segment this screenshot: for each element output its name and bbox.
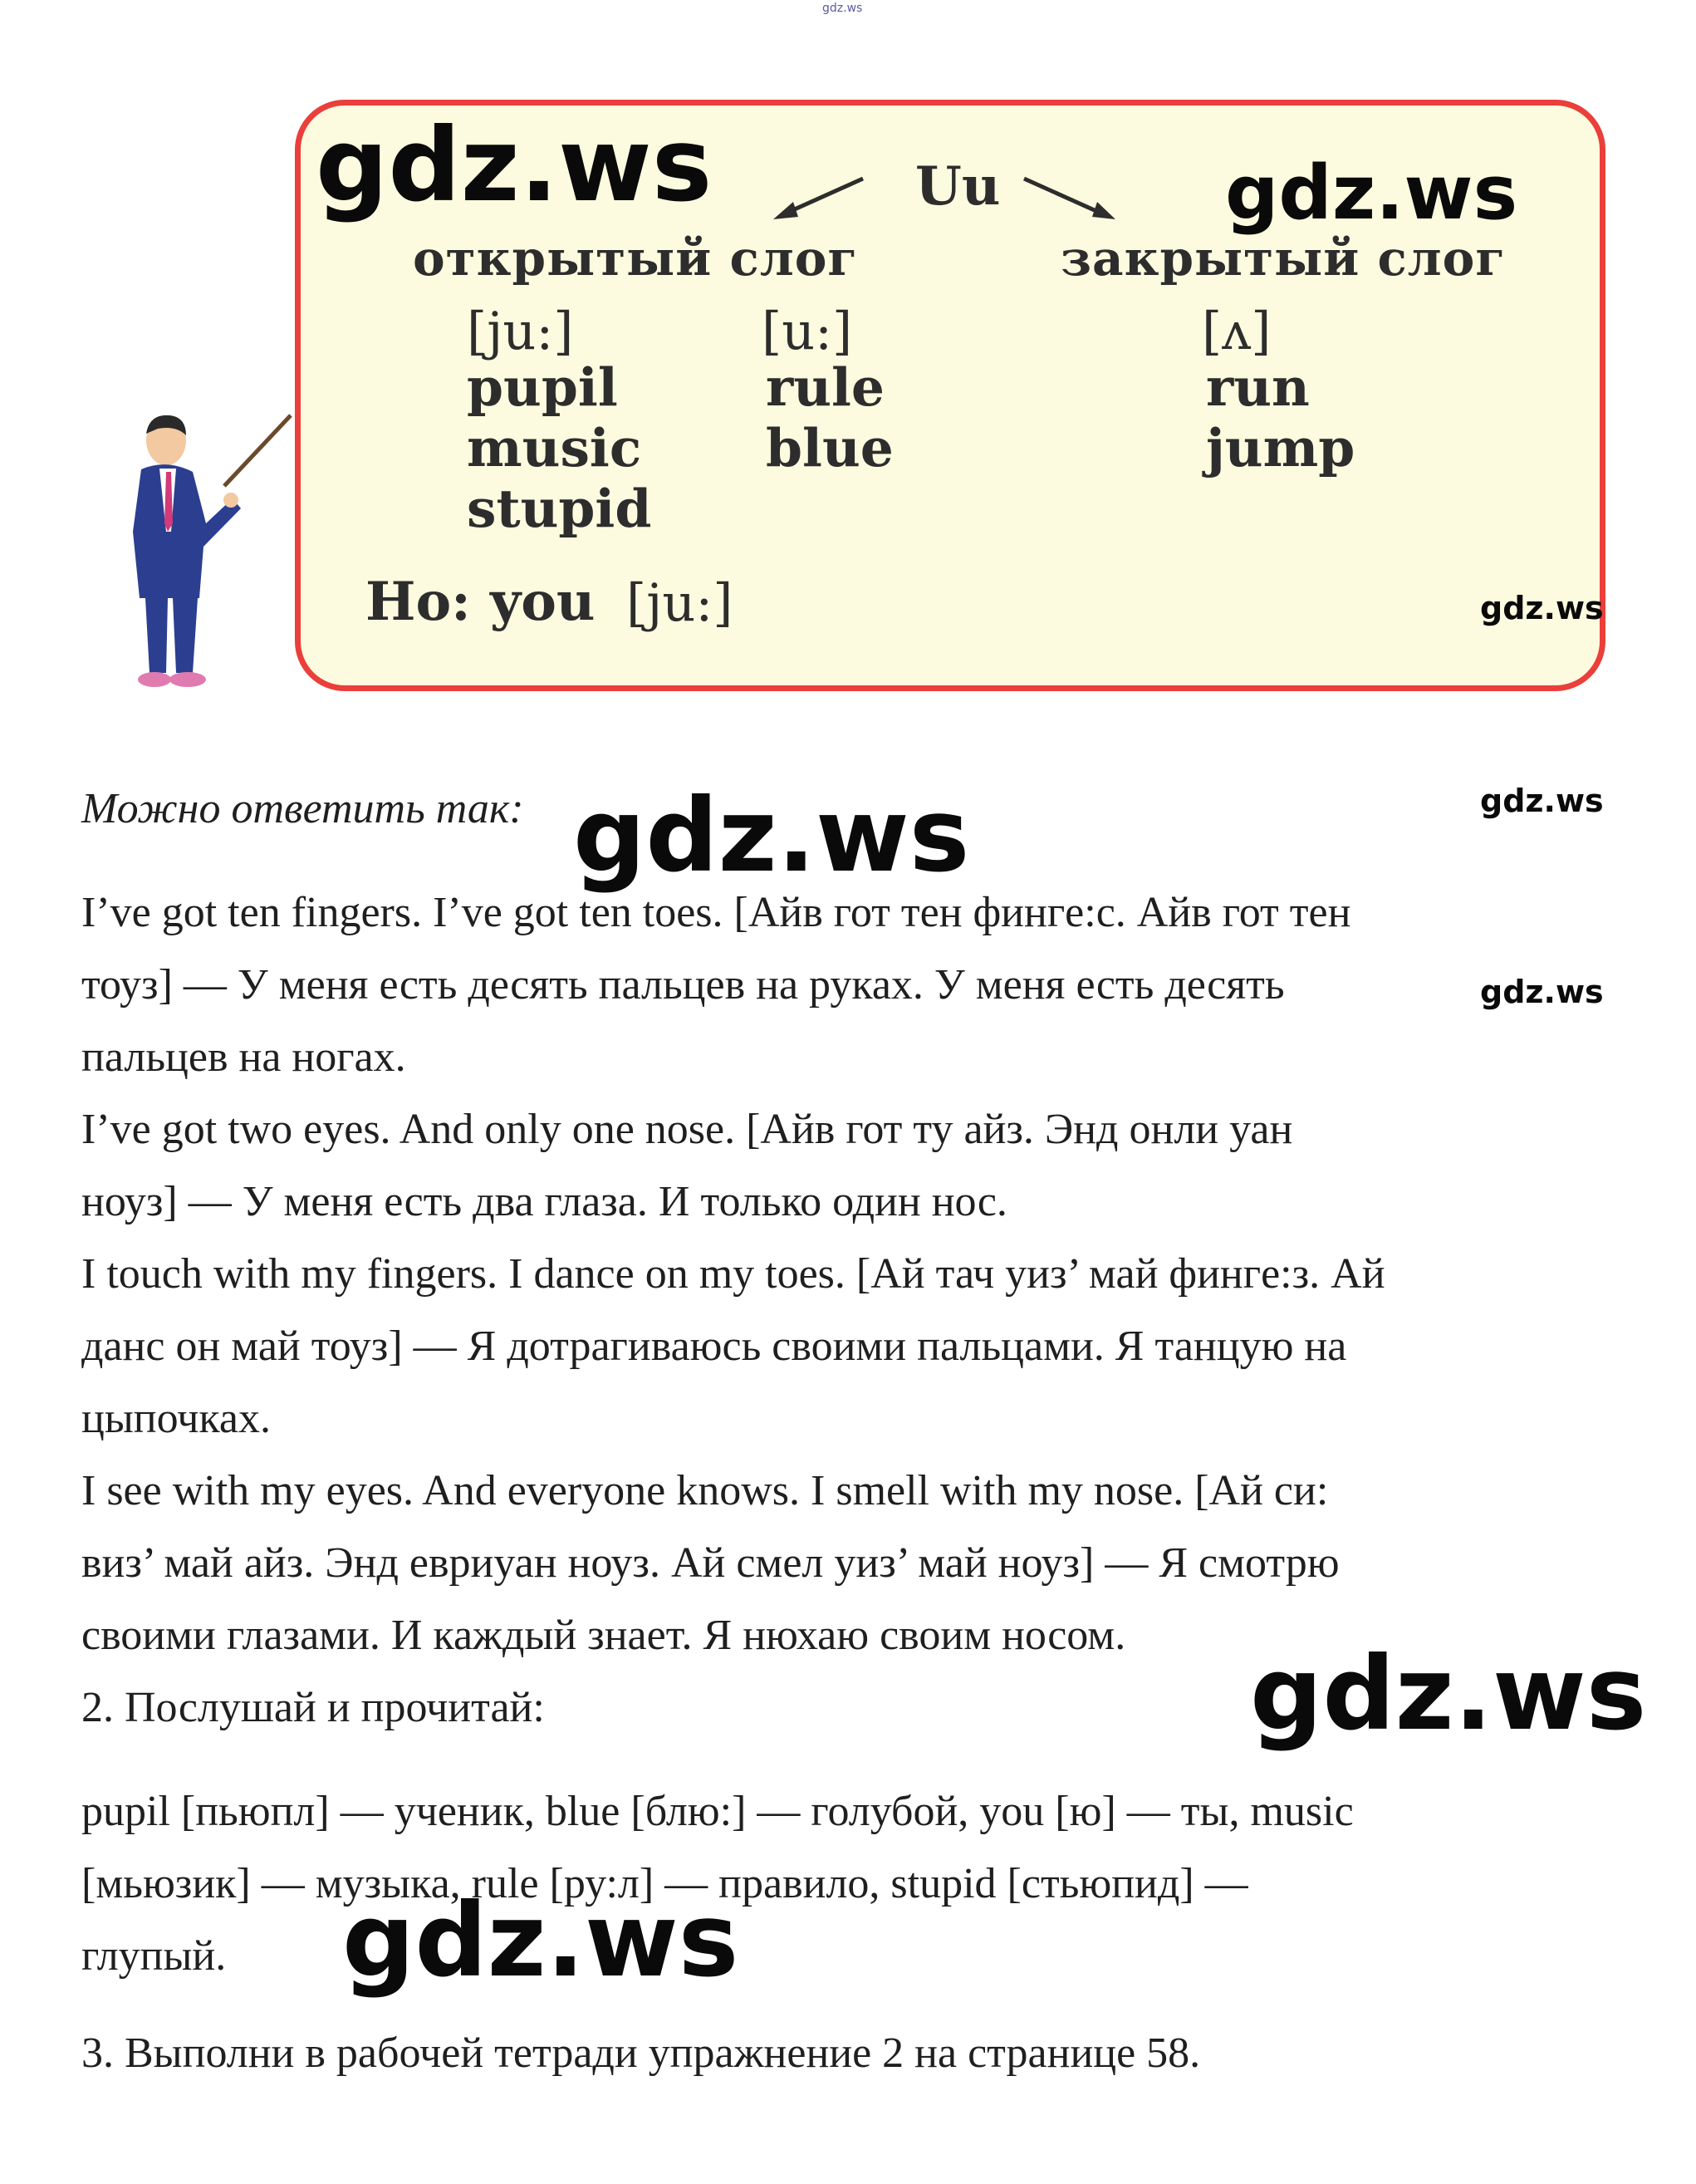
text-line: цыпочках. <box>81 1395 271 1442</box>
watermark-card-left: gdz.ws <box>316 106 713 224</box>
word-rule: rule <box>766 356 885 418</box>
letter-heading: Uu <box>915 155 1001 218</box>
word-jump: jump <box>1206 417 1355 479</box>
closed-a-transcription: [ʌ] <box>1202 301 1272 361</box>
word-run: run <box>1206 356 1310 418</box>
closed-syllable-label: закрытый слог <box>1061 230 1506 287</box>
text-line: данс он май тоуз] — Я дотрагиваюсь своими пальцами. Я танцую на <box>81 1323 1347 1370</box>
text-line: I see with my eyes. And everyone knows. I smell with my nose. [Ай си: <box>81 1467 1329 1514</box>
arrow-left-icon <box>770 174 870 223</box>
teacher-illustration <box>100 407 299 706</box>
text-line: I touch with my fingers. I dance on my toes. [Ай тач уиз’ май фингe:з. Ай <box>81 1250 1385 1298</box>
vocab-line: pupil [пьюпл] — ученик, blue [блю:] — голубой, you [ю] — ты, music <box>81 1788 1354 1835</box>
text-line: своими глазами. И каждый знает. Я нюхаю своим носом. <box>81 1612 1126 1659</box>
open-ju-transcription: [ju:] <box>467 301 574 361</box>
arrow-right-icon <box>1019 174 1119 223</box>
answer-intro: Можно ответить так: <box>81 785 524 832</box>
but-word-you: you <box>490 571 596 633</box>
word-music: music <box>467 417 642 479</box>
word-pupil: pupil <box>467 356 618 418</box>
text-line: пальцев на ногах. <box>81 1033 406 1081</box>
watermark-side-1: gdz.ws <box>1480 783 1604 819</box>
text-line: виз’ май айз. Энд евриуан ноуз. Ай смел уиз’ май ноуз] — Я смотрю <box>81 1539 1340 1587</box>
task-3: 3. Выполни в рабочей тетради упражнение 2 на странице 58. <box>81 2029 1201 2077</box>
watermark-big-answer: gdz.ws <box>573 777 970 895</box>
watermark-side-2: gdz.ws <box>1480 974 1604 1010</box>
but-transcription: [ju:] <box>626 572 733 633</box>
task-2-title: 2. Послушай и прочитай: <box>81 1684 545 1731</box>
word-blue: blue <box>766 417 894 479</box>
top-watermark: gdz.ws <box>822 2 863 15</box>
vocab-line: глупый. <box>81 1932 227 1980</box>
text-line: ноуз] — У меня есть два глаза. И только один нос. <box>81 1178 1007 1225</box>
text-line: I’ve got ten fingers. I’ve got ten toes. [Айв гот тен фингe:c. Айв гот тен <box>81 889 1351 936</box>
word-stupid: stupid <box>467 478 652 539</box>
vocab-line: [мьюзик] — музыка, rule [ру:л] — правило, stupid [стьюпид] — <box>81 1860 1248 1907</box>
watermark-big-right: gdz.ws <box>1250 1635 1647 1753</box>
watermark-card-right: gdz.ws <box>1225 150 1518 237</box>
text-line: I’ve got two eyes. And only one nose. [Айв гот ту айз. Энд онли уан <box>81 1106 1293 1153</box>
text-line: тоуз] — У меня есть десять пальцев на руках. У меня есть десять <box>81 961 1285 1009</box>
but-label: Но: <box>365 571 471 633</box>
open-syllable-label: открытый слог <box>413 230 858 287</box>
watermark-card-small: gdz.ws <box>1480 590 1604 626</box>
open-u-transcription: [u:] <box>762 301 853 361</box>
watermark-big-bottom: gdz.ws <box>342 1882 739 2000</box>
